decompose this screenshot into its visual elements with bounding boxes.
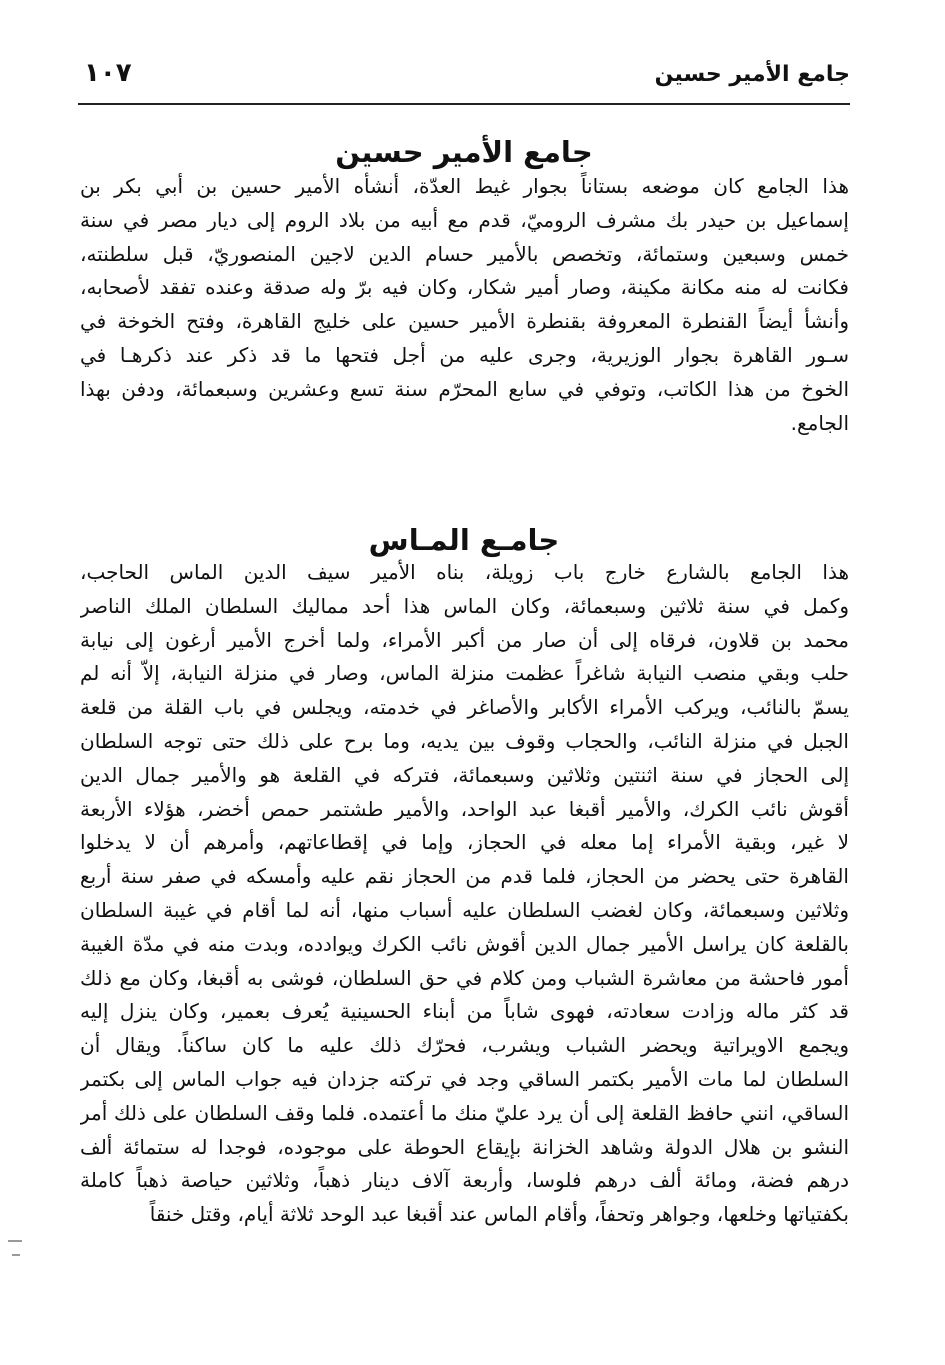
page-number: ١٠٧ <box>84 58 132 88</box>
text-line: سـور القاهرة بجوار الوزيرية، وجرى عليه من أجل فتحها ما قد ذكر عند ذكرهـا في <box>80 342 849 367</box>
text-line: بكفتياتها وخلعها، وجواهر وتحفاً، وأقام الماس عند أقبغا عبد الوحد ثلاثة أيام، وقتل خنقاً <box>149 1202 849 1227</box>
running-header <box>78 58 850 98</box>
text-line: وأنشأ أيضاً القنطرة المعروفة بقنطرة الأمير حسين على خليج القاهرة، وفتح الخوخة في <box>80 309 849 334</box>
text-line: فكانت له منه مكانة مكينة، وصار أمير شكار، وكان فيه برّ وله صدقة وعنده تفقد لأصحابه، <box>80 275 849 300</box>
text-line: القاهرة حتى يحضر من الحجاز، فلما قدم من الحجاز نقم عليه وأمسكه في صفر سنة أربع <box>80 864 849 889</box>
text-line: الجبل في منزلة النائب، والحجاب وقوف بين يديه، وما برح على ذلك حتى توجه السلطان <box>80 728 849 753</box>
section-title-almas: جامـع المـاس <box>368 523 560 558</box>
header-divider <box>78 103 850 105</box>
text-line: لا غير، وبقية الأمراء إما معله في الحجاز، وإما في إقطاعاتهم، وأمرهم أن لا يدخلوا <box>80 830 849 855</box>
paragraph-almas <box>80 556 849 1232</box>
text-line: أمور فاحشة من معاشرة الشباب ومن كلام في حق السلطان، فوشى به أقبغا، وكان مع ذلك <box>80 965 849 990</box>
text-line: وثلاثين وسبعمائة، وكان لغضب السلطان عليه أسباب منها، أنه لما أقام في غيبة السلطان <box>80 897 849 922</box>
text-line: السلطان لما مات الأمير بكتمر الساقي وجد في تركته جزدان فيه جواب الماس إلى بكتمر <box>80 1066 849 1091</box>
text-line: أقوش نائب الكرك، والأمير أقبغا عبد الواحد، والأمير طشتمر حمص أخضر، هؤلاء الأربعة <box>80 796 849 821</box>
text-line: حلب وبقي منصب النيابة شاغراً عظمت منزلة الماس، وصار في منزلة النيابة، إلاّ أنه لم <box>80 661 849 686</box>
text-line: بالقلعة كان يراسل الأمير جمال الدين أقوش نائب الكرك ويوادده، وبدت منه في مدّة الغيبة <box>80 931 849 956</box>
text-line: النشو بن هلال الدولة وشاهد الخزانة بإيقاع الحوطة على موجوده، فوجدا له ستمائة ألف <box>80 1134 849 1159</box>
text-line: هذا الجامع بالشارع خارج باب زويلة، بناه الأمير سيف الدين الماس الحاجب، <box>80 560 849 584</box>
scan-margin-mark <box>12 1254 20 1256</box>
text-line: قد كثر ماله وزادت سعادته، فهوى شاباً من أبناء الحسينية يُعرف بعمير، وكان ينزل إليه <box>80 999 849 1024</box>
text-line: الخوخ من هذا الكاتب، وتوفي في سابع المحرّم سنة تسع وعشرين وسبعمائة، ودفن بهذا <box>80 376 849 401</box>
running-title: جامع الأمير حسين <box>654 62 850 87</box>
text-line: إلى الحجاز في سنة اثنتين وثلاثين وسبعمائة، فتركه في القلعة هو والأمير جمال الدين <box>80 762 849 787</box>
text-line: يسمّ بالنائب، ويركب الأمراء الأكابر والأصاغر في خدمته، ويجلس في باب القلة من قلعة <box>80 695 849 720</box>
text-line: وكمل في سنة ثلاثين وسبعمائة، وكان الماس هذا أحد مماليك السلطان الملك الناصر <box>80 593 849 618</box>
text-line: إسماعيل بن حيدر بك مشرف الروميّ، قدم مع أبيه من بلاد الروم إلى ديار مصر في سنة <box>80 207 849 232</box>
text-line: محمد بن قلاون، فرقاه إلى أن صار من أكبر الأمراء، ولما أخرج الأمير أرغون إلى نيابة <box>80 627 849 652</box>
text-line: الجامع. <box>790 410 849 435</box>
section-title-amir-husayn: جامع الأمير حسين <box>335 135 593 170</box>
text-line: الساقي، انني حافظ القلعة إلى أن يرد عليّ منك ما أعتمده. فلما وقف السلطان على ذلك أمر <box>80 1100 849 1125</box>
paragraph-amir-husayn <box>80 170 849 440</box>
text-line: هذا الجامع كان موضعه بستاناً بجوار غيط العدّة، أنشأه الأمير حسين بن أبي بكر بن <box>80 174 849 198</box>
text-line: درهم فضة، ومائة ألف درهم فلوسا، وأربعة آلاف دينار ذهباً، وثلاثين حياصة ذهباً كاملة <box>80 1168 849 1193</box>
scan-margin-mark <box>8 1240 22 1242</box>
text-line: خمس وسبعين وستمائة، وتخصص بالأمير حسام الدين لاجين المنصوريّ، قبل سلطنته، <box>80 241 849 266</box>
text-line: ويجمع الاويراتية ويحضر الشباب ويشرب، فحرّك ذلك عليه ما كان ساكناً. ويقال أن <box>80 1033 849 1058</box>
